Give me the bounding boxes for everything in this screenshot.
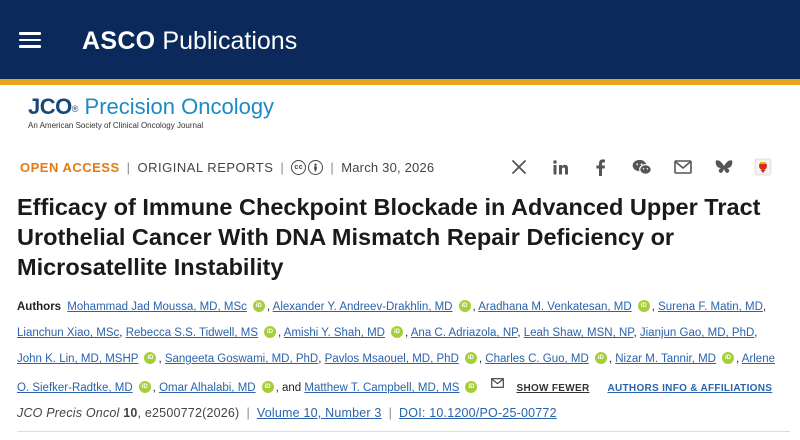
author-link[interactable]: Sangeeta Goswami, MD, PhD xyxy=(164,353,319,365)
x-icon[interactable] xyxy=(508,156,530,178)
citation-volume: 10 xyxy=(123,406,138,420)
orcid-icon[interactable]: iD xyxy=(465,352,477,364)
section-divider xyxy=(17,431,790,432)
orcid-icon[interactable]: iD xyxy=(262,381,274,393)
author-comma: , xyxy=(266,301,271,313)
author-link[interactable]: Matthew T. Campbell, MD, MS xyxy=(304,382,460,394)
author-comma: , xyxy=(735,353,740,365)
registered-mark: ® xyxy=(71,104,79,114)
license-icons[interactable] xyxy=(291,160,323,175)
author-comma: , xyxy=(651,301,655,313)
author-link[interactable]: Mohammad Jad Moussa, MD, MSc xyxy=(67,301,247,313)
facebook-icon[interactable] xyxy=(589,156,611,178)
citation-separator: | xyxy=(388,406,393,420)
orcid-icon[interactable]: iD xyxy=(638,300,650,312)
wechat-icon[interactable] xyxy=(631,156,653,178)
meta-separator: | xyxy=(280,159,285,175)
bluesky-icon[interactable] xyxy=(713,156,735,178)
header-accent-stripe xyxy=(0,79,800,85)
orcid-icon[interactable]: iD xyxy=(264,326,276,338)
article-meta-row xyxy=(20,158,434,176)
open-access-label: OPEN ACCESS xyxy=(20,159,120,175)
email-icon[interactable] xyxy=(672,156,694,178)
mendeley-icon[interactable] xyxy=(752,156,774,178)
asco-publications-logo[interactable] xyxy=(82,27,297,55)
authors-info-link[interactable]: AUTHORS INFO & AFFILIATIONS xyxy=(607,383,773,394)
citation-line xyxy=(17,406,557,420)
orcid-icon[interactable]: iD xyxy=(391,326,403,338)
author-link[interactable]: Jianjun Gao, MD, PhD xyxy=(639,327,755,339)
publication-date: March 30, 2026 xyxy=(341,159,435,175)
journal-name-light: Precision Oncology xyxy=(84,94,275,119)
orcid-icon[interactable]: iD xyxy=(253,300,265,312)
citation-article-id: , e2500772(2026) xyxy=(137,406,240,420)
author-comma: , xyxy=(472,301,476,313)
author-comma: , xyxy=(278,327,282,339)
meta-separator: | xyxy=(330,159,335,175)
show-fewer-link[interactable]: SHOW FEWER xyxy=(516,383,590,394)
top-navigation-bar xyxy=(0,0,800,79)
author-link[interactable]: Pavlos Msaouel, MD, PhD xyxy=(324,353,459,365)
author-link[interactable]: Rebecca S.S. Tidwell, MS xyxy=(125,327,259,339)
orcid-icon[interactable]: iD xyxy=(722,352,734,364)
issue-link[interactable]: Volume 10, Number 3 xyxy=(256,406,382,420)
by-icon xyxy=(308,160,323,175)
journal-tagline: An American Society of Clinical Oncology Journal xyxy=(28,121,204,130)
author-link[interactable]: Alexander Y. Andreev-Drakhlin, MD xyxy=(272,301,453,313)
brand-light: Publications xyxy=(162,27,298,55)
author-comma: , xyxy=(633,327,637,339)
article-title: Efficacy of Immune Checkpoint Blockade in Advanced Upper Tract Urothelial Cancer With DNA Mismatch Repair Deficiency or Microsatellite Instability xyxy=(17,194,761,280)
author-comma: , xyxy=(754,327,758,339)
author-comma: , xyxy=(318,353,322,365)
author-link[interactable]: Arlene O. Siefker-Radtke, MD xyxy=(17,353,775,394)
orcid-icon[interactable]: iD xyxy=(459,300,471,312)
author-comma: , xyxy=(608,353,613,365)
author-link[interactable]: Nizar M. Tannir, MD xyxy=(615,353,716,365)
author-comma: , xyxy=(152,382,156,394)
authors-block xyxy=(17,294,777,402)
author-comma: , xyxy=(478,353,483,365)
author-link[interactable]: Amishi Y. Shah, MD xyxy=(283,327,385,339)
journal-logo[interactable] xyxy=(28,95,274,130)
orcid-icon[interactable]: iD xyxy=(465,381,477,393)
author-link[interactable]: Charles C. Guo, MD xyxy=(485,353,589,365)
author-comma: , xyxy=(158,353,162,365)
author-link[interactable]: Aradhana M. Venkatesan, MD xyxy=(478,301,632,313)
author-comma: , xyxy=(517,327,521,339)
brand-bold: ASCO xyxy=(82,27,156,55)
author-comma: , xyxy=(762,301,767,313)
author-comma: , xyxy=(405,327,409,339)
article-type-label: ORIGINAL REPORTS xyxy=(137,159,274,175)
journal-name-bold: JCO xyxy=(28,94,72,119)
doi-link[interactable]: DOI: 10.1200/PO-25-00772 xyxy=(399,406,557,420)
hamburger-menu-icon[interactable] xyxy=(19,32,41,48)
orcid-icon[interactable]: iD xyxy=(144,352,156,364)
author-link[interactable]: Surena F. Matin, MD xyxy=(658,301,763,313)
corresponding-email-icon[interactable] xyxy=(491,372,504,398)
author-link[interactable]: Leah Shaw, MSN, NP xyxy=(523,327,634,339)
author-link[interactable]: Ana C. Adriazola, NP xyxy=(410,327,518,339)
and-text: , and xyxy=(275,382,302,394)
author-link[interactable]: John K. Lin, MD, MSHP xyxy=(17,353,139,365)
citation-journal: JCO Precis Oncol xyxy=(17,406,120,420)
meta-separator: | xyxy=(126,159,131,175)
cc-icon: cc xyxy=(291,160,306,175)
authors-label: Authors xyxy=(17,301,62,313)
author-link[interactable]: Omar Alhalabi, MD xyxy=(159,382,256,394)
citation-separator: | xyxy=(246,406,250,420)
orcid-icon[interactable]: iD xyxy=(595,352,607,364)
orcid-icon[interactable]: iD xyxy=(139,381,151,393)
author-comma: , xyxy=(119,327,123,339)
linkedin-icon[interactable] xyxy=(549,156,571,178)
author-link[interactable]: Lianchun Xiao, MSc xyxy=(17,327,120,339)
